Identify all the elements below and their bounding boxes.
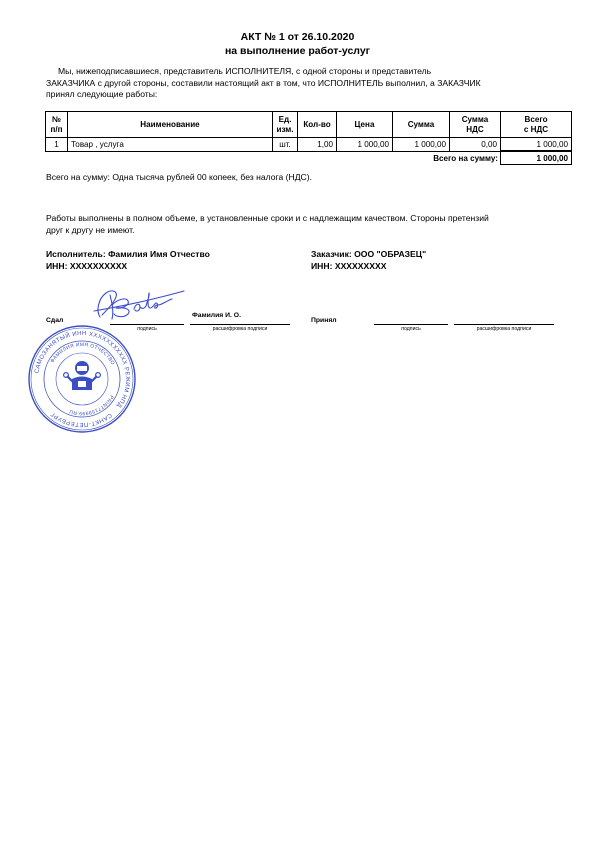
stamp-outer-text: САМОЗАНЯТЫЙ ИНН XXXXXXXXXXX РЕЖИМ НПД: [34, 330, 131, 409]
completion-line-2: друг к другу не имеют.: [46, 224, 135, 235]
received-label: Принял: [311, 317, 337, 324]
col-header-num: № п/п: [46, 112, 68, 138]
executor-decode-caption: расшифровка подписи: [212, 326, 268, 332]
customer-sign-caption: подпись: [401, 326, 421, 332]
cell-sum: 1 000,00: [393, 138, 450, 152]
cell-price: 1 000,00: [337, 138, 393, 152]
total-label: Всего на сумму:: [433, 153, 498, 163]
stamp-mechanic-icon: [64, 361, 101, 390]
col-header-price: Цена: [337, 112, 393, 138]
intro-paragraph: [46, 66, 551, 101]
executor-inn: ИНН: XXXXXXXXXX: [46, 261, 128, 271]
customer-decode-caption: расшифровка подписи: [476, 326, 532, 332]
executor-name-sign: Фамилия И. О.: [192, 312, 241, 319]
table-row: [46, 138, 572, 152]
table-total-row: [46, 151, 572, 165]
customer-label: Заказчик: ООО "ОБРАЗЕЦ": [311, 249, 427, 259]
intro-line-1: Мы, нижеподписавшиеся, представитель ИСПОЛНИТЕЛЯ, с одной стороны и представитель: [58, 66, 432, 76]
total-value: 1 000,00: [501, 151, 572, 165]
executor-sign-caption: подпись: [137, 326, 157, 332]
col-header-unit: Ед. изм.: [273, 112, 298, 138]
col-header-vat: Сумма НДС: [450, 112, 501, 138]
cell-total: 1 000,00: [501, 138, 572, 152]
stamp-inner-text: ФАМИЛИЯ ИМЯ ОТЧЕСТВО: [49, 341, 116, 367]
act-title: АКТ № 1 от 26.10.2020: [240, 31, 355, 43]
customer-sign-line: [374, 324, 448, 325]
intro-line-3: принял следующие работы:: [46, 89, 158, 99]
completion-line-1: Работы выполнены в полном объеме, в установленные сроки и с надлежащим качеством. Стороны претензий: [46, 213, 489, 223]
col-header-name: Наименование: [68, 112, 273, 138]
cell-unit: шт.: [273, 138, 298, 152]
cell-num: 1: [46, 138, 68, 152]
items-table: [45, 111, 572, 165]
executor-block: [46, 248, 210, 272]
customer-decode-line: [454, 324, 554, 325]
cell-vat: 0,00: [450, 138, 501, 152]
cell-qty: 1,00: [298, 138, 337, 152]
handed-label: Сдал: [46, 317, 64, 324]
stamp-site-text: PRINT7159999.RU: [68, 393, 115, 417]
col-header-sum: Сумма: [393, 112, 450, 138]
table-header-row: [46, 112, 572, 138]
handwritten-signature: [88, 281, 188, 325]
cell-name: Товар , услуга: [68, 138, 273, 152]
col-header-total: Всего с НДС: [501, 112, 572, 138]
sum-in-words: Всего на сумму: Одна тысяча рублей 00 копеек, без налога (НДС).: [46, 172, 312, 182]
completion-statement: [46, 213, 566, 236]
stamp-city-text: САНКТ-ПЕТЕРБУРГ: [49, 410, 113, 428]
act-subtitle: на выполнение работ-услуг: [224, 45, 371, 57]
customer-block: [311, 248, 426, 272]
col-header-qty: Кол-во: [298, 112, 337, 138]
executor-label: Исполнитель: Фамилия Имя Отчество: [46, 249, 210, 259]
executor-decode-line: [190, 324, 290, 325]
customer-inn: ИНН: XXXXXXXXX: [311, 261, 387, 271]
intro-line-2: ЗАКАЗЧИКА с другой стороны, составили настоящий акт в том, что ИСПОЛНИТЕЛЬ выполнил, а ЗАКАЗЧИК: [46, 77, 481, 88]
company-stamp: [27, 324, 137, 434]
